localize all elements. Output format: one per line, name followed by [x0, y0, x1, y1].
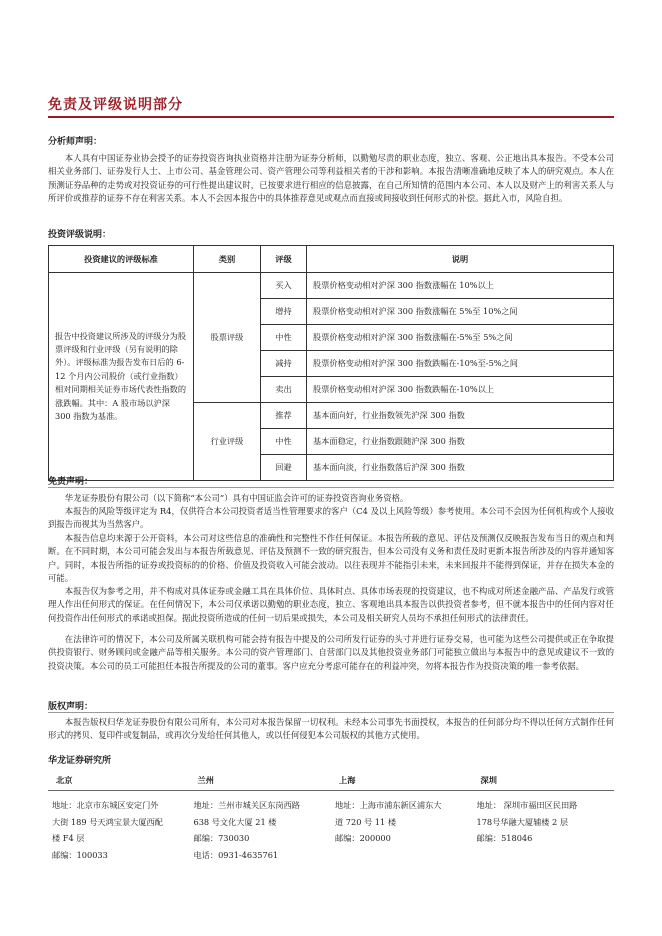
address-line: 地址：上海市浦东新区浦东大: [335, 800, 442, 810]
office-city: 北京: [48, 770, 190, 791]
disclaimer-paragraph: 华龙证券股份有限公司（以下简称“本公司”）具有中国证监会许可的证券投资咨询业务资格。: [64, 493, 409, 503]
analyst-statement: 本人具有中国证券业协会授予的证券投资咨询执业资格并注册为证券分析师，以勤勉尽责的职业态度，独立、客观、公正地出具本报告。不受本公司相关业务部门、证券发行人士、上市公司、基金管理公司、资产管理公司等利益相关者的干涉和影响。本报告清晰准确地反映了本人的研究观点。本人在预测证券品种的走势或对投资证券的可行性提出建议时，已按要求进行相应的信息披露，在自己所知情的范围内本公司、本人以及财产上的利害关系人与所评价或推荐的证券不存在利害关系。本人不会因本报告中的具体推荐意见或观点而直接或间接收到任何形式的补偿。据此入市，风险自担。: [48, 153, 614, 203]
grade-description: 股票价格变动相对沪深 300 指数跌幅在-10%至-5%之间: [307, 351, 614, 377]
copyright-heading: 版权声明：: [48, 702, 94, 712]
grade-description: 基本面稳定，行业指数跟随沪深 300 指数: [307, 429, 614, 455]
stock-rating-category: 股票评级: [194, 273, 261, 403]
postcode: 邮编：200000: [335, 833, 391, 843]
address-line: 楼 F4 层: [52, 833, 85, 843]
grade-label: 增持: [261, 299, 307, 325]
office-city: 兰州: [190, 770, 332, 791]
header-criteria: 投资建议的评级标准: [49, 246, 194, 273]
title-divider: [48, 116, 614, 118]
disclaimer-paragraph: 本报告仅为参考之用，并不构成对具体证券或金融工具在具体价位、具体时点、具体市场表现的投资建议，也不构成对所述金融产品、产品发行或管理人作出任何形式的保证。在任何情况下，本公司仅承诺以勤勉的职业态度，独立、客观地出具本报告以供投资者参考，但不就本报告中的任何内容对任何投资作出任何形式的承诺或担保。据此投资所造成的任何一切后果或损失，本公司及相关研究人员均不承担任何形式的法律责任。: [48, 586, 614, 623]
phone: 电话：0931-4635761: [193, 849, 279, 860]
copyright-statement: 本报告版权归华龙证券股份有限公司所有，本公司对本报告保留一切权利。未经本公司事先书面授权，本报告的任何部分均不得以任何方式制作任何形式的拷贝、复印件或复制品，或再次分发给任何其他人，或以任何侵犯本公司版权的其他方式使用。: [48, 717, 614, 741]
grade-description: 股票价格变动相对沪深 300 指数跌幅在-10%以上: [307, 377, 614, 403]
section-divider: [48, 487, 614, 488]
office-address-lanzhou: [190, 791, 332, 864]
office-city: 上海: [331, 770, 473, 791]
postcode: 邮编：518046: [476, 833, 533, 843]
grade-description: 股票价格变动相对沪深 300 指数涨幅在-5%至 5%之间: [307, 325, 614, 351]
postcode: 邮编：100033: [52, 849, 108, 860]
industry-rating-category: 行业评级: [194, 403, 261, 481]
grade-label: 买入: [261, 273, 307, 299]
grade-description: 基本面向淡，行业指数落后沪深 300 指数: [307, 455, 614, 481]
office-table: [48, 770, 614, 863]
office-address-row: [48, 791, 614, 864]
rating-criteria-text: 报告中投资建议所涉及的评级分为股票评级和行业评级（另有说明的除外）。评级标准为报告发布日后的 6-12 个月内公司股价（或行业指数）相对同期相关证券市场代表性指数的涨跌幅。其中：A 股市场以沪深 300 指数为基准。: [49, 273, 194, 481]
office-address-beijing: [48, 791, 190, 864]
address-line: 638 号文化大厦 21 楼: [193, 816, 277, 827]
grade-label: 减持: [261, 351, 307, 377]
institute-heading: 华龙证券研究所: [48, 756, 112, 766]
office-address-shenzhen: [473, 791, 615, 864]
address-line: 道 720 号 11 楼: [335, 816, 397, 827]
address-line: 地址： 深圳市福田区民田路: [476, 800, 578, 810]
rating-table: [48, 245, 614, 481]
rating-table-header: [49, 246, 614, 273]
header-category: 类别: [194, 246, 261, 273]
rating-heading: 投资评级说明：: [48, 230, 112, 240]
office-address-shanghai: [331, 791, 473, 864]
office-city-row: [48, 770, 614, 791]
grade-label: 中性: [261, 325, 307, 351]
table-row: [49, 273, 614, 299]
office-city: 深圳: [473, 770, 615, 791]
header-description: 说明: [307, 246, 614, 273]
page-title: 免责及评级说明部分: [48, 97, 183, 113]
grade-label: 中性: [261, 429, 307, 455]
address-line: 地址：北京市东城区安定门外: [52, 800, 159, 810]
header-grade: 评级: [261, 246, 307, 273]
grade-label: 卖出: [261, 377, 307, 403]
address-line: 大街 189 号天鸿宝景大厦西配: [52, 816, 163, 827]
grade-description: 股票价格变动相对沪深 300 指数涨幅在 10%以上: [307, 273, 614, 299]
address-line: 178号华融大厦辅楼 2 层: [476, 816, 569, 827]
address-line: 地址：兰州市城关区东岗西路: [193, 800, 300, 810]
grade-description: 股票价格变动相对沪深 300 指数涨幅在 5%至 10%之间: [307, 299, 614, 325]
grade-label: 推荐: [261, 403, 307, 429]
grade-description: 基本面向好，行业指数领先沪深 300 指数: [307, 403, 614, 429]
section-divider: [48, 712, 614, 713]
disclaimer-paragraph: 本报告信息均来源于公开资料，本公司对这些信息的准确性和完整性不作任何保证。本报告所载的意见、评估及预测仅反映报告发布当日的观点和判断。在不同时期，本公司可能会发出与本报告所载意见、评估及预测不一致的研究报告，但本公司没有义务和责任及时更新本报告所涉及的内容并通知客户。同时，本报告所指的证券或投资标的的价格、价值及投资收入可能会波动。以往表现并不能指引未来，未来回报并不能得到保证，并存在损失本金的可能。: [48, 533, 614, 583]
postcode: 邮编：730030: [193, 833, 250, 843]
analyst-heading: 分析师声明：: [48, 137, 103, 147]
disclaimer-paragraph: 在法律许可的情况下，本公司及所属关联机构可能会持有报告中提及的公司所发行证券的头寸并进行证券交易，也可能为这些公司提供或正在争取提供投资银行、财务顾问或金融产品等相关服务。本公司的资产管理部门、自营部门以及其他投资业务部门可能独立做出与本报告中的意见或建议不一致的投资决策。本公司的员工可能担任本报告所提及的公司的董事。客户应充分考虑可能存在的利益冲突，勿将本报告作为投资决策的唯一参考依据。: [48, 634, 614, 671]
grade-label: 回避: [261, 455, 307, 481]
disclaimer-heading: 免责声明：: [48, 477, 94, 487]
disclaimer-paragraph: 本报告的风险等级评定为 R4，仅供符合本公司投资者适当性管理要求的客户（C4 及以上风险等级）参考使用。本公司不会因为任何机构或个人接收到报告而视其为当然客户。: [48, 506, 614, 530]
